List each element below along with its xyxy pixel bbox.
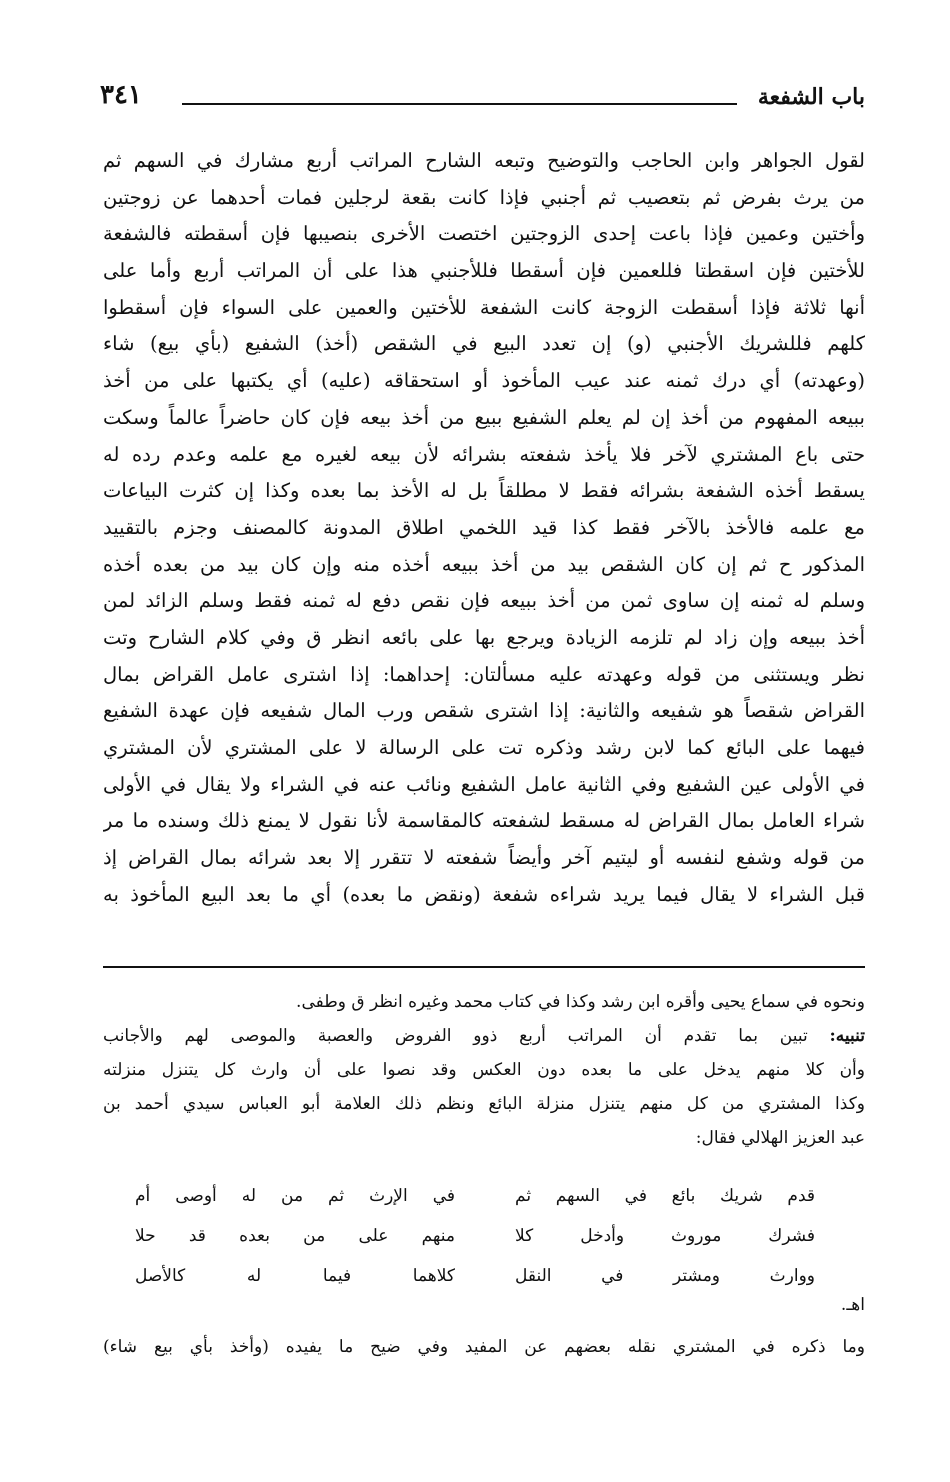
text-line: كلهم فللشريك الأجنبي (و) إن تعدد البيع في الشقص (أخذ) الشفيع (بأي بيع) شاء — [103, 332, 865, 356]
closing-line: وما ذكره في المشتري نقله بعضهم عن المفيد وفي ضيح ما يفيده (وأخذ بأي بيع شاء) — [103, 1337, 865, 1357]
hemistich-left: كلاهما فيما له كالأصل — [135, 1266, 455, 1286]
hemistich-left: في الإرث ثم من له أوصى أم — [135, 1186, 455, 1206]
text-line: (وعهدته) أي درك ثمنه عند عيب المأخوذ أو استحقاقه (عليه) أي يكتبها على من أخذ — [103, 369, 865, 393]
text-line: أنها ثلاثة فإذا أسقطت الزوجة كانت الشفعة للأختين والعمين على السواء فإن أسقطوا — [103, 295, 865, 319]
quote-end-mark: اهـ. — [840, 1295, 865, 1315]
poem-verse — [103, 1256, 865, 1296]
poem-verse — [103, 1176, 865, 1216]
footnote-rule — [103, 966, 865, 968]
text-line: للأختين فإن اسقطتا فللعمين فإن أسقطا فللأجنبي هذا على أن المراتب أربع وأما على — [103, 259, 865, 283]
header-rule — [182, 103, 737, 105]
poem — [103, 1176, 865, 1296]
text-line: ببيعه المفهوم من أخذ إن لم يعلم الشفيع ببيع من أخذ بيعه فإن كان حاضراً عالماً وسكت — [103, 405, 865, 429]
text-line: من يرث بفرض ثم بتعصيب ثم أجنبي فإذا كانت بقعة لرجلين فمات أحدهما عن زوجتين — [103, 185, 865, 209]
hemistich-right: قدم شريك بائع في السهم ثم — [515, 1186, 815, 1206]
running-title: باب الشفعة — [757, 84, 865, 110]
footnote-line: وكذا المشتري من كل منهم يتنزل منزلة البائع ونظم ذلك العلامة أبو العباس سيدي أحمد بن — [103, 1094, 865, 1114]
text-line: فيهما على البائع كما لابن رشد وذكره تت على الرسالة لا على المشتري لأن المشتري — [103, 736, 865, 759]
text-line: نظر ويستثنى من قوله وعهدته عليه مسألتان: إحداهما: إذا اشترى عامل القراض بمال — [103, 662, 865, 686]
text-line: من قوله وشفع لنفسه أو ليتيم آخر وأيضاً شفعته لا تتقرر إلا بعد شرائه بمال القراض إذ — [103, 846, 865, 870]
text-line: في الأولى عين الشفيع وفي الثانية عامل الشفيع ونائب عنه في الشراء ولا يقال في الأولى — [103, 772, 865, 796]
text-line: القراض شقصاً هو شفيعه والثانية: إذا اشترى شقص ورب المال شفيعه فإن عهدة الشفيع — [103, 699, 865, 723]
text-line: حتى باع المشتري لآخر فلا يأخذ شفعته بشرائه لأن بيعه لغيره مع علمه وعدم رده له — [103, 442, 865, 466]
text-line: وسلم له ثمنه إن ساوى ثمن من أخذ ببيعه فإن نقص دفع له ثمنه فقط وسلم الزائد لمن — [103, 589, 865, 613]
footnote — [103, 985, 865, 1155]
text-line: قبل الشراء لا يقال فيما يريد شراءه شفعة (ونقض ما بعده) أي ما بعد البيع المأخوذ به — [103, 882, 865, 906]
hemistich-right: فشرك موروث وأدخل كلا — [515, 1226, 815, 1246]
page-header — [100, 78, 865, 118]
footnote-text: تبين بما تقدم أن المراتب أربع ذوو الفروض والعصبة والموصى لهم والأجانب — [103, 1026, 808, 1046]
text-line: يسقط أخذه الشفعة بشرائه فقط لا مطلقاً بل له الأخذ بما بعده وكذا إن كثرت البياعات — [103, 479, 865, 503]
main-text — [103, 143, 865, 913]
poem-verse — [103, 1216, 865, 1256]
hemistich-left: منهم على من بعده قد حلا — [135, 1226, 455, 1246]
hemistich-right: ووارث ومشتر في النقل — [515, 1266, 815, 1286]
page-number: ٣٤١ — [100, 80, 142, 110]
text-line: أخذ ببيعه وإن زاد لم تلزمه الزيادة ويرجع بها على بائعه انظر ق وفي كلام الشارح وتت — [103, 625, 865, 649]
footnote-line: عبد العزيز الهلالي فقال: — [695, 1128, 865, 1148]
text-line: شراء العامل بمال القراض له مسقط لشفعته كالمقاسمة لأنا نقول لا يمنع ذلك وسنده ما مر — [103, 809, 865, 833]
footnote-line: وأن كلا منهم يدخل على ما بعده دون العكس وقد نصوا على أن وارث كل يتنزل منزلته — [103, 1060, 865, 1080]
text-line: مع علمه فالأخذ بالآخر فقط كذا قيد اللخمي اطلاق المدونة كالمصنف وجزم بالتقييد — [103, 515, 865, 539]
footnote-line — [103, 1019, 865, 1053]
text-line: المذكور ح ثم إن كان الشقص بيد من أخذ ببيعه أخذه منه وإن كان بيد من بعده أخذه — [103, 552, 865, 576]
note-label: تنبيه: — [829, 1026, 865, 1046]
footnote-line: ونحوه في سماع يحيى وأقره ابن رشد وكذا في كتاب محمد وغيره انظر ق وطفى. — [296, 992, 865, 1012]
text-line: لقول الجواهر وابن الحاجب والتوضيح وتبعه الشارح المراتب أربع مشارك في السهم ثم — [103, 149, 865, 172]
text-line: وأختين وعمين فإذا باعت إحدى الزوجتين اختصت الأخرى بنصيبها فإن أسقطته فالشفعة — [103, 222, 865, 246]
